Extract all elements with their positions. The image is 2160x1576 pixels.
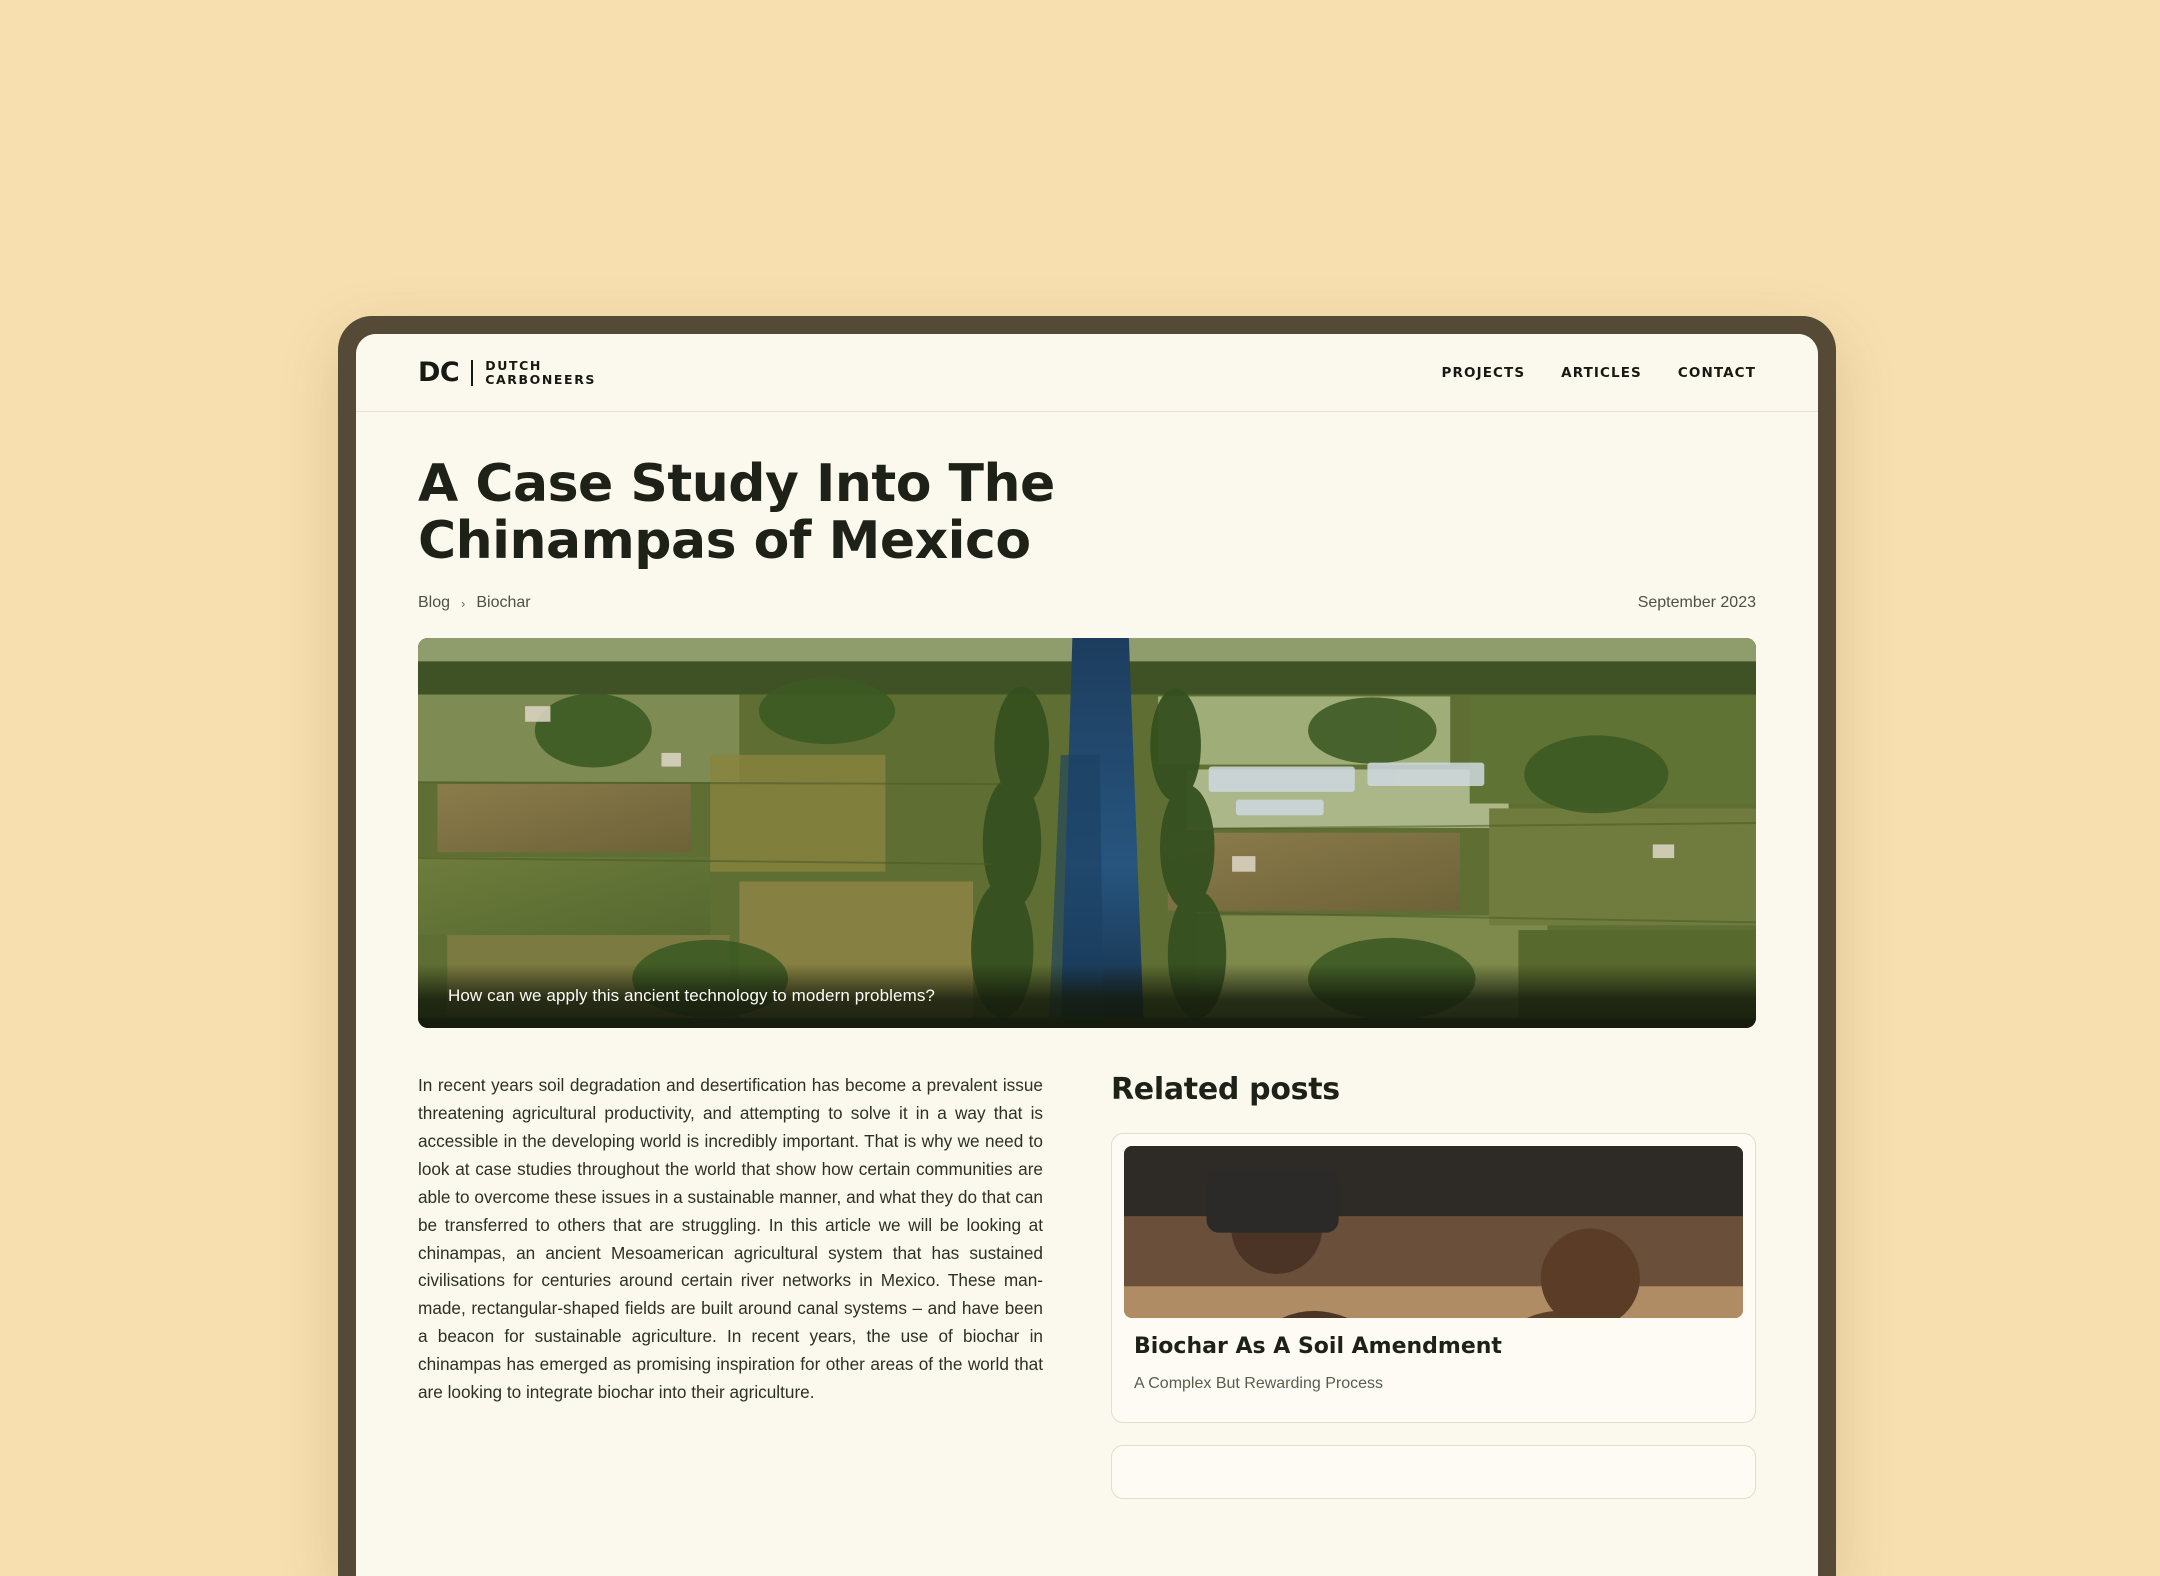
related-posts-title: Related posts [1111, 1072, 1340, 1108]
hero-caption: How can we apply this ancient technology to modern problems? [418, 964, 1756, 1028]
related-post-card[interactable] [1111, 1133, 1756, 1423]
logo-divider-icon [471, 360, 473, 386]
site-logo[interactable] [418, 357, 596, 388]
nav-item-articles[interactable]: ARTICLES [1561, 364, 1642, 381]
hero-image [418, 638, 1756, 1028]
related-post-thumbnail [1124, 1146, 1743, 1318]
related-post-title: Biochar As A Soil Amendment [1134, 1334, 1502, 1360]
related-post-card-next[interactable] [1111, 1445, 1756, 1499]
logo-monogram: DC [418, 357, 460, 388]
biochar-hands-illustration [1124, 1146, 1743, 1318]
logo-word-line-1: DUTCH [485, 358, 542, 374]
site-header [356, 334, 1818, 412]
nav-item-contact[interactable]: CONTACT [1677, 364, 1756, 381]
article-body-column [418, 1072, 1043, 1499]
breadcrumb-item-blog[interactable]: Blog [418, 594, 451, 612]
chinampas-aerial-illustration [418, 638, 1756, 1018]
chevron-right-icon: › [461, 595, 466, 611]
laptop-frame [338, 316, 1836, 1576]
article-content [356, 412, 1818, 1499]
article-body-text: In recent years soil degradation and desertification has become a prevalent issue threatening agricultural productivity, and attempting to solve it in a way that is accessible in the developing world is incredibly important. That is why we need to look at case studies throughout the world that show how certain communities are able to overcome these issues in a sustainable manner, and what they do that can be transferred to others that are struggling. In this article we will be looking at chinampas, an ancient Mesoamerican agricultural system that has sustained civilisations for centuries around certain river networks in Mexico. These man-made, rectangular-shaped fields are built around canal systems – and have been a beacon for sustainable agriculture. In recent years, the use of biochar in chinampas has emerged as promising inspiration for other areas of the world that are looking to integrate biochar into their agriculture. [418, 1075, 1043, 1402]
page-title: A Case Study Into The Chinampas of Mexico [418, 454, 1055, 572]
breadcrumb-item-biochar[interactable]: Biochar [476, 594, 531, 612]
logo-word-line-2: CARBONEERS [485, 371, 597, 387]
logo-wordmark [485, 359, 596, 386]
related-post-subtitle: A Complex But Rewarding Process [1134, 1375, 1383, 1393]
article-columns [418, 1072, 1756, 1499]
browser-viewport [356, 334, 1818, 1576]
breadcrumb [418, 594, 531, 612]
related-post-body [1124, 1318, 1743, 1410]
nav-item-projects[interactable]: PROJECTS [1441, 364, 1526, 381]
related-posts-sidebar [1111, 1072, 1756, 1499]
publish-date: September 2023 [1637, 594, 1756, 612]
article-meta [418, 594, 1756, 622]
main-navigation [1442, 365, 1757, 381]
